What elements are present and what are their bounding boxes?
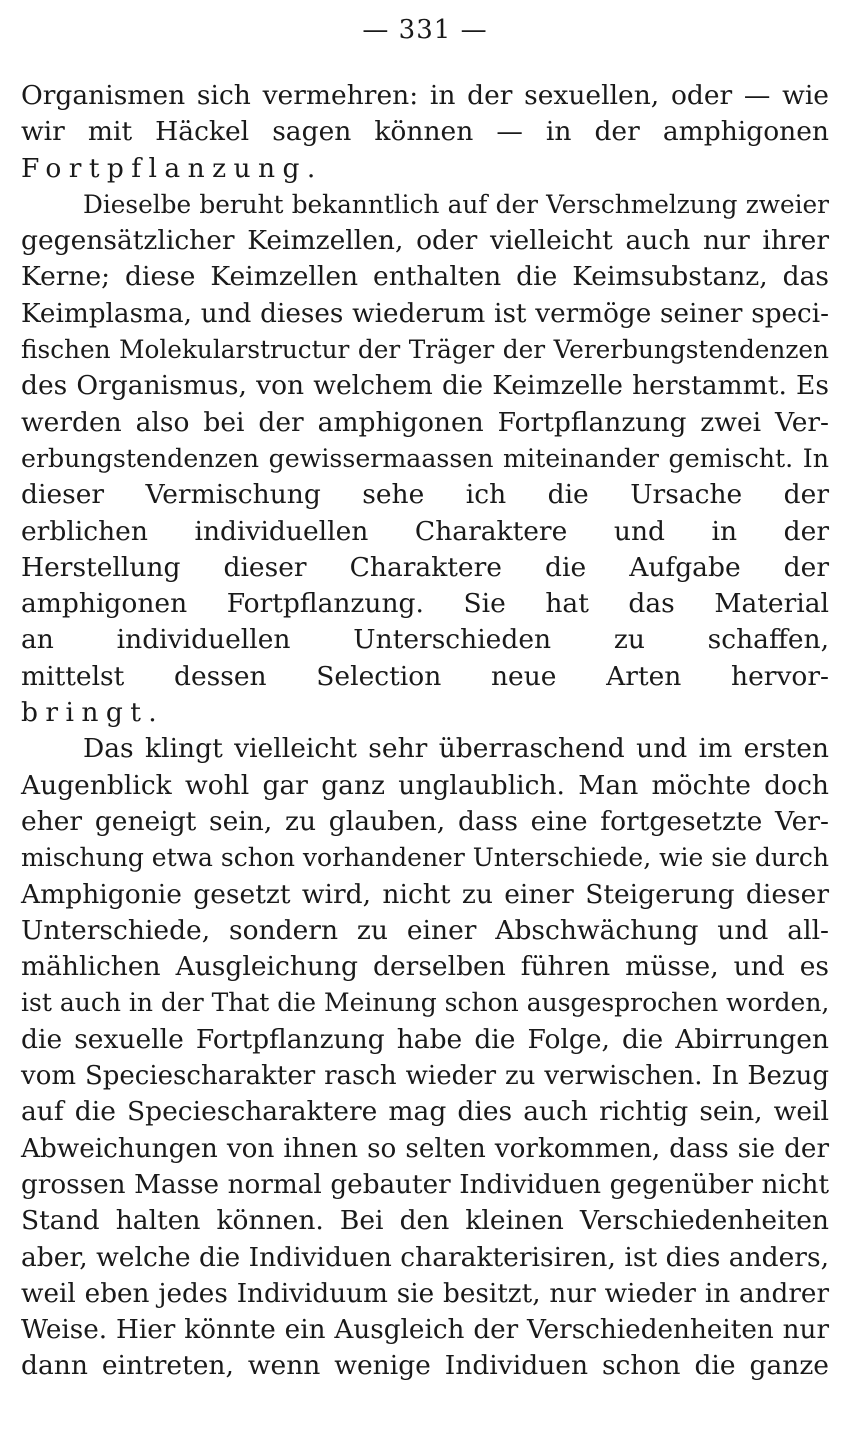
text-line: Amphigonie gesetzt wird, nicht zu einer Steigerung dieser [21,878,829,910]
text-line: Das klingt vielleicht sehr überraschend und im ersten [83,733,829,765]
text-line: auf die Speciescharaktere mag dies auch richtig sein, weil [21,1096,829,1128]
text-line: Fortpflanzung. [21,152,323,184]
text-line: Kerne; diese Keimzellen enthalten die Keimsubstanz, das [21,261,829,293]
text-line: mählichen Ausgleichung derselben führen müsse, und es [21,951,829,983]
text-line: mittelst dessen Selection neue Arten hervor- [21,660,829,692]
text-line: Unterschiede, sondern zu einer Abschwächung und all- [21,914,829,946]
text-line: Abweichungen von ihnen so selten vorkommen, dass sie der [21,1133,829,1164]
text-line: Stand halten können. Bei den kleinen Verschiedenheiten [21,1205,829,1237]
text-line: mischung etwa schon vorhandener Unterschiede, wie sie durch [21,843,829,873]
text-line: dieser Vermischung sehe ich die Ursache der [21,479,829,511]
text-line: grossen Masse normal gebauter Individuen gegenüber nicht [21,1169,829,1200]
paragraph [21,187,829,731]
body-text [21,78,829,1385]
text-line: Dieselbe beruht bekanntlich auf der Verschmelzung zweier [83,189,829,219]
text-line: Keimplasma, und dieses wiederum ist vermöge seiner speci- [21,298,829,329]
text-line: Organismen sich vermehren: in der sexuellen, oder — wie [21,80,829,111]
text-line: gegensätzlicher Keimzellen, oder vielleicht auch nur ihrer [21,225,829,257]
text-line: amphigonen Fortpflanzung. Sie hat das Material [21,588,829,620]
text-line: eher geneigt sein, zu glauben, dass eine fortgesetzte Ver- [21,805,829,837]
text-line: erbungstendenzen gewissermaassen miteinander gemischt. In [21,443,829,473]
text-line: Weise. Hier könnte ein Ausgleich der Verschiedenheiten nur [21,1315,829,1346]
text-line: Augenblick wohl gar ganz unglaublich. Man möchte doch [21,769,829,801]
text-line: des Organismus, von welchem die Keimzelle herstammt. Es [21,370,829,402]
paragraph [21,731,829,1384]
text-line: bringt. [21,697,165,729]
text-line: an individuellen Unterschieden zu schaffen, [21,624,829,656]
text-line: weil eben jedes Individuum sie besitzt, nur wieder in andrer [21,1278,829,1309]
page-number: — 331 — [362,15,488,45]
text-line: wir mit Häckel sagen können — in der amphigonen [21,116,829,148]
text-line: aber, welche die Individuen charakterisiren, ist dies anders, [21,1241,829,1273]
text-line: dann eintreten, wenn wenige Individuen schon die ganze [21,1350,829,1382]
text-line: fischen Molekularstructur der Träger der Vererbungstendenzen [21,335,829,365]
text-line: ist auch in der That die Meinung schon ausgesprochen worden, [21,988,830,1018]
paragraph [21,78,829,187]
text-line: die sexuelle Fortpflanzung habe die Folge, die Abirrungen [21,1023,829,1055]
text-line: werden also bei der amphigonen Fortpflanzung zwei Ver- [21,406,829,438]
text-line: Herstellung dieser Charaktere die Aufgabe der [21,551,829,583]
text-line: vom Speciescharakter rasch wieder zu verwischen. In Bezug [21,1061,829,1092]
text-line: erblichen individuellen Charaktere und in der [21,515,829,547]
